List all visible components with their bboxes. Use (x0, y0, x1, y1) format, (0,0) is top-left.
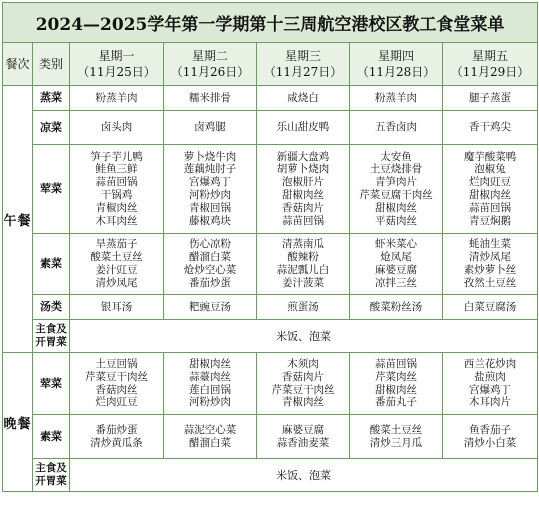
dish-cell (443, 86, 538, 111)
dish-item: 卤头肉 (100, 121, 133, 134)
dish-item: 炝凤尾 (380, 251, 412, 264)
dish-cell (70, 415, 164, 459)
dish-cell (257, 353, 350, 415)
dish-item: 甜椒肉丝 (375, 383, 417, 396)
dish-cell (350, 86, 443, 111)
dish-item: 芹菜豆干肉丝 (85, 370, 148, 383)
category-label: 素菜 (33, 234, 70, 295)
dish-item: 青椒回锅 (189, 201, 231, 214)
category-label: 蒸菜 (33, 86, 70, 111)
dish-item: 河粉炒肉 (189, 396, 231, 409)
dish-cell (257, 415, 350, 459)
dinner-veg-row (3, 415, 538, 459)
dish-cell (257, 111, 350, 145)
day-header-wed (257, 43, 350, 86)
dish-item: 清炒三月瓜 (369, 436, 423, 449)
dish-item: 五香卤肉 (375, 121, 417, 134)
dish-item: 蒜泥空心菜 (183, 423, 237, 436)
menu-title: 2024—2025学年第一学期第十三周航空港校区教工食堂菜单 (3, 3, 538, 43)
dish-item: 芹菜豆干肉丝 (271, 383, 335, 396)
dish-item: 盐煎肉 (474, 370, 506, 383)
dish-item: 腿子蒸蛋 (469, 91, 512, 104)
dish-item: 平菇肉丝 (375, 214, 417, 227)
lunch-steamed-row (3, 86, 538, 111)
day-date: （11月27日） (263, 65, 343, 79)
dish-cell (350, 353, 443, 415)
category-label: 素菜 (33, 415, 70, 459)
dish-item: 粑豌豆汤 (189, 300, 231, 313)
day-name: 星期四 (377, 49, 414, 63)
dinner-meat-row (3, 353, 538, 415)
dish-item: 清炒凤尾 (95, 276, 138, 289)
dish-item: 乐山甜皮鸭 (276, 121, 330, 134)
dish-item: 萝卜烧牛肉 (183, 150, 237, 163)
dish-cell (350, 111, 443, 145)
dish-item: 蒜泥瓢儿白 (276, 264, 330, 276)
dish-cell (70, 234, 164, 295)
dish-item: 青笋肉片 (375, 176, 417, 189)
dish-cell (164, 145, 257, 234)
day-name: 星期三 (284, 49, 321, 63)
dish-item: 孜然土豆丝 (463, 276, 517, 289)
dish-item: 烂肉豇豆 (95, 396, 138, 409)
dish-item: 木须肉 (287, 357, 319, 370)
dish-item: 魔芋酸菜鸭 (463, 150, 517, 163)
dish-cell (164, 353, 257, 415)
meal-label-dinner: 晚餐 (3, 353, 33, 492)
dish-item: 土豆烧排骨 (369, 163, 423, 176)
dish-cell (164, 234, 257, 295)
day-name: 星期二 (191, 49, 228, 63)
category-label (33, 320, 70, 353)
dish-item: 炝炒空心菜 (183, 264, 237, 276)
dish-item: 醋溜白菜 (189, 436, 231, 449)
dish-cell (70, 111, 164, 145)
dish-item: 河粉炒肉 (189, 189, 231, 201)
menu-sheet (2, 2, 537, 509)
dish-cell (164, 111, 257, 145)
day-header-mon (70, 43, 164, 86)
dish-cell (443, 111, 538, 145)
dish-cell (443, 234, 538, 295)
dish-item: 鱼香茄子 (469, 423, 512, 436)
dish-item: 粉蒸羊肉 (375, 91, 417, 104)
dish-item: 番茄炒蛋 (189, 276, 231, 289)
dish-item: 凉拌三丝 (375, 276, 417, 289)
dish-item: 酸菜土豆丝 (369, 423, 423, 436)
dish-item: 泡椒肝片 (282, 176, 324, 189)
day-date: （11月25日） (77, 65, 156, 79)
dish-cell (70, 86, 164, 111)
dish-item: 鲑鱼三鲜 (95, 163, 138, 176)
dish-item: 糯米排骨 (189, 91, 231, 104)
day-header-thu (350, 43, 443, 86)
dish-item: 酸辣粉 (287, 251, 319, 264)
dish-item: 清蒸南瓜 (282, 238, 324, 251)
dish-item: 胡萝卜烧肉 (276, 163, 330, 176)
dish-cell (70, 145, 164, 234)
dish-item: 甜椒肉丝 (469, 189, 512, 201)
dish-item: 麻婆豆腐 (282, 423, 324, 436)
dish-item: 土豆回锅 (95, 357, 138, 370)
dish-item: 宫爆鸡丁 (469, 383, 512, 396)
dish-item: 蒜香油麦菜 (276, 436, 330, 449)
dish-item: 蒜苗回锅 (282, 214, 324, 227)
dish-item: 烂肉豇豆 (469, 176, 512, 189)
day-name: 星期一 (98, 49, 135, 63)
category-label: 荤菜 (33, 145, 70, 234)
dish-item: 主食及 (35, 323, 67, 336)
day-name: 星期五 (472, 49, 509, 63)
dish-cell (257, 145, 350, 234)
dish-cell (350, 145, 443, 234)
dish-item: 咸烧白 (287, 91, 319, 104)
dish-cell (257, 234, 350, 295)
dish-item: 青椒肉丝 (282, 396, 324, 409)
dish-item: 西兰花炒肉 (463, 357, 517, 370)
meal-label-lunch: 午餐 (3, 86, 33, 353)
dish-item: 清炒黄瓜条 (90, 436, 143, 449)
dish-item: 莲藕炖肘子 (183, 163, 237, 176)
dish-item: 蒜苗回锅 (375, 357, 417, 370)
dish-item: 香菇肉片 (282, 370, 324, 383)
category-column-header: 类别 (33, 43, 70, 86)
dish-item: 甜椒肉丝 (189, 357, 231, 370)
lunch-cold-row (3, 111, 538, 145)
lunch-meat-row (3, 145, 538, 234)
dish-item: 银耳汤 (100, 300, 133, 313)
day-header-tue (164, 43, 257, 86)
dish-item: 番茄丸子 (375, 396, 417, 409)
dish-item: 新疆大盘鸡 (276, 150, 330, 163)
lunch-veg-row (3, 234, 538, 295)
dish-cell (443, 145, 538, 234)
dish-item: 醋溜白菜 (189, 251, 231, 264)
dish-cell (257, 295, 350, 320)
dish-item: 虾米菜心 (375, 238, 417, 251)
dish-cell (350, 415, 443, 459)
staple-value: 米饭、泡菜 (70, 320, 538, 353)
dish-item: 伤心凉粉 (189, 238, 231, 251)
category-label: 荤菜 (33, 353, 70, 415)
dish-cell (257, 86, 350, 111)
dish-cell (164, 295, 257, 320)
category-label: 汤类 (33, 295, 70, 320)
dish-item: 旱蒸茄子 (95, 238, 138, 251)
lunch-soup-row (3, 295, 538, 320)
dish-item: 煎蛋汤 (287, 300, 319, 313)
dish-item: 粉蒸羊肉 (95, 91, 138, 104)
dish-item: 甜椒肉丝 (375, 201, 417, 214)
dish-item: 蚝油生菜 (469, 238, 512, 251)
dish-item: 姜汁豇豆 (95, 264, 138, 276)
dish-item: 酸菜土豆丝 (90, 251, 143, 264)
dish-cell (70, 295, 164, 320)
day-header-fri (443, 43, 538, 86)
day-date: （11月28日） (356, 65, 436, 79)
dish-cell (443, 353, 538, 415)
dish-item: 笋子芋儿鸭 (90, 150, 143, 163)
dish-item: 干锅鸡 (100, 189, 133, 201)
dish-item: 香菇肉片 (282, 201, 324, 214)
dish-item: 青豆焖鹅 (469, 214, 512, 227)
dish-cell (70, 353, 164, 415)
dish-cell (350, 234, 443, 295)
dish-item: 开胃菜 (35, 475, 67, 487)
dish-item: 开胃菜 (35, 336, 67, 348)
dish-item: 酸菜粉丝汤 (369, 300, 423, 313)
dish-cell (443, 295, 538, 320)
staple-value: 米饭、泡菜 (70, 459, 538, 492)
dish-cell (443, 415, 538, 459)
header-row (3, 43, 538, 86)
menu-table (2, 2, 538, 492)
meal-column-header: 餐次 (3, 43, 33, 86)
dish-item: 姜汁菠菜 (282, 276, 324, 289)
dish-item: 木耳肉片 (469, 396, 512, 409)
dish-item: 蒜苗回锅 (469, 201, 512, 214)
dish-item: 青椒肉丝 (95, 201, 138, 214)
dinner-staple-row (3, 459, 538, 492)
dish-item: 番茄炒蛋 (95, 423, 138, 436)
dish-item: 甜椒肉丝 (282, 189, 324, 201)
dish-item: 蒜苗回锅 (95, 176, 138, 189)
dish-item: 卤鸡腿 (194, 121, 226, 134)
day-date: （11月26日） (170, 65, 250, 79)
dish-item: 莲白回锅 (189, 383, 231, 396)
dish-item: 芹菜豆腐干肉丝 (359, 189, 433, 201)
dish-item: 木耳肉丝 (95, 214, 138, 227)
dish-item: 清炒凤尾 (469, 251, 512, 264)
category-label (33, 459, 70, 492)
dish-cell (350, 295, 443, 320)
lunch-staple-row (3, 320, 538, 353)
dish-item: 藤椒鸡块 (189, 214, 231, 227)
dish-cell (164, 415, 257, 459)
dish-item: 芹菜肉丝 (375, 370, 417, 383)
day-date: （11月29日） (450, 65, 530, 79)
dish-item: 宫爆鸡丁 (189, 176, 231, 189)
dish-item: 香干鸡尖 (469, 121, 512, 134)
category-label: 凉菜 (33, 111, 70, 145)
dish-item: 主食及 (35, 462, 67, 475)
dish-item: 蒜薹肉丝 (189, 370, 231, 383)
dish-item: 素炒萝卜丝 (463, 264, 517, 276)
dish-item: 香菇肉丝 (95, 383, 138, 396)
dish-item: 清炒小白菜 (463, 436, 517, 449)
dish-item: 麻婆豆腐 (375, 264, 417, 276)
dish-cell (164, 86, 257, 111)
dish-item: 太安鱼 (380, 150, 412, 163)
dish-item: 泡椒兔 (474, 163, 506, 176)
dish-item: 白菜豆腐汤 (463, 300, 517, 313)
